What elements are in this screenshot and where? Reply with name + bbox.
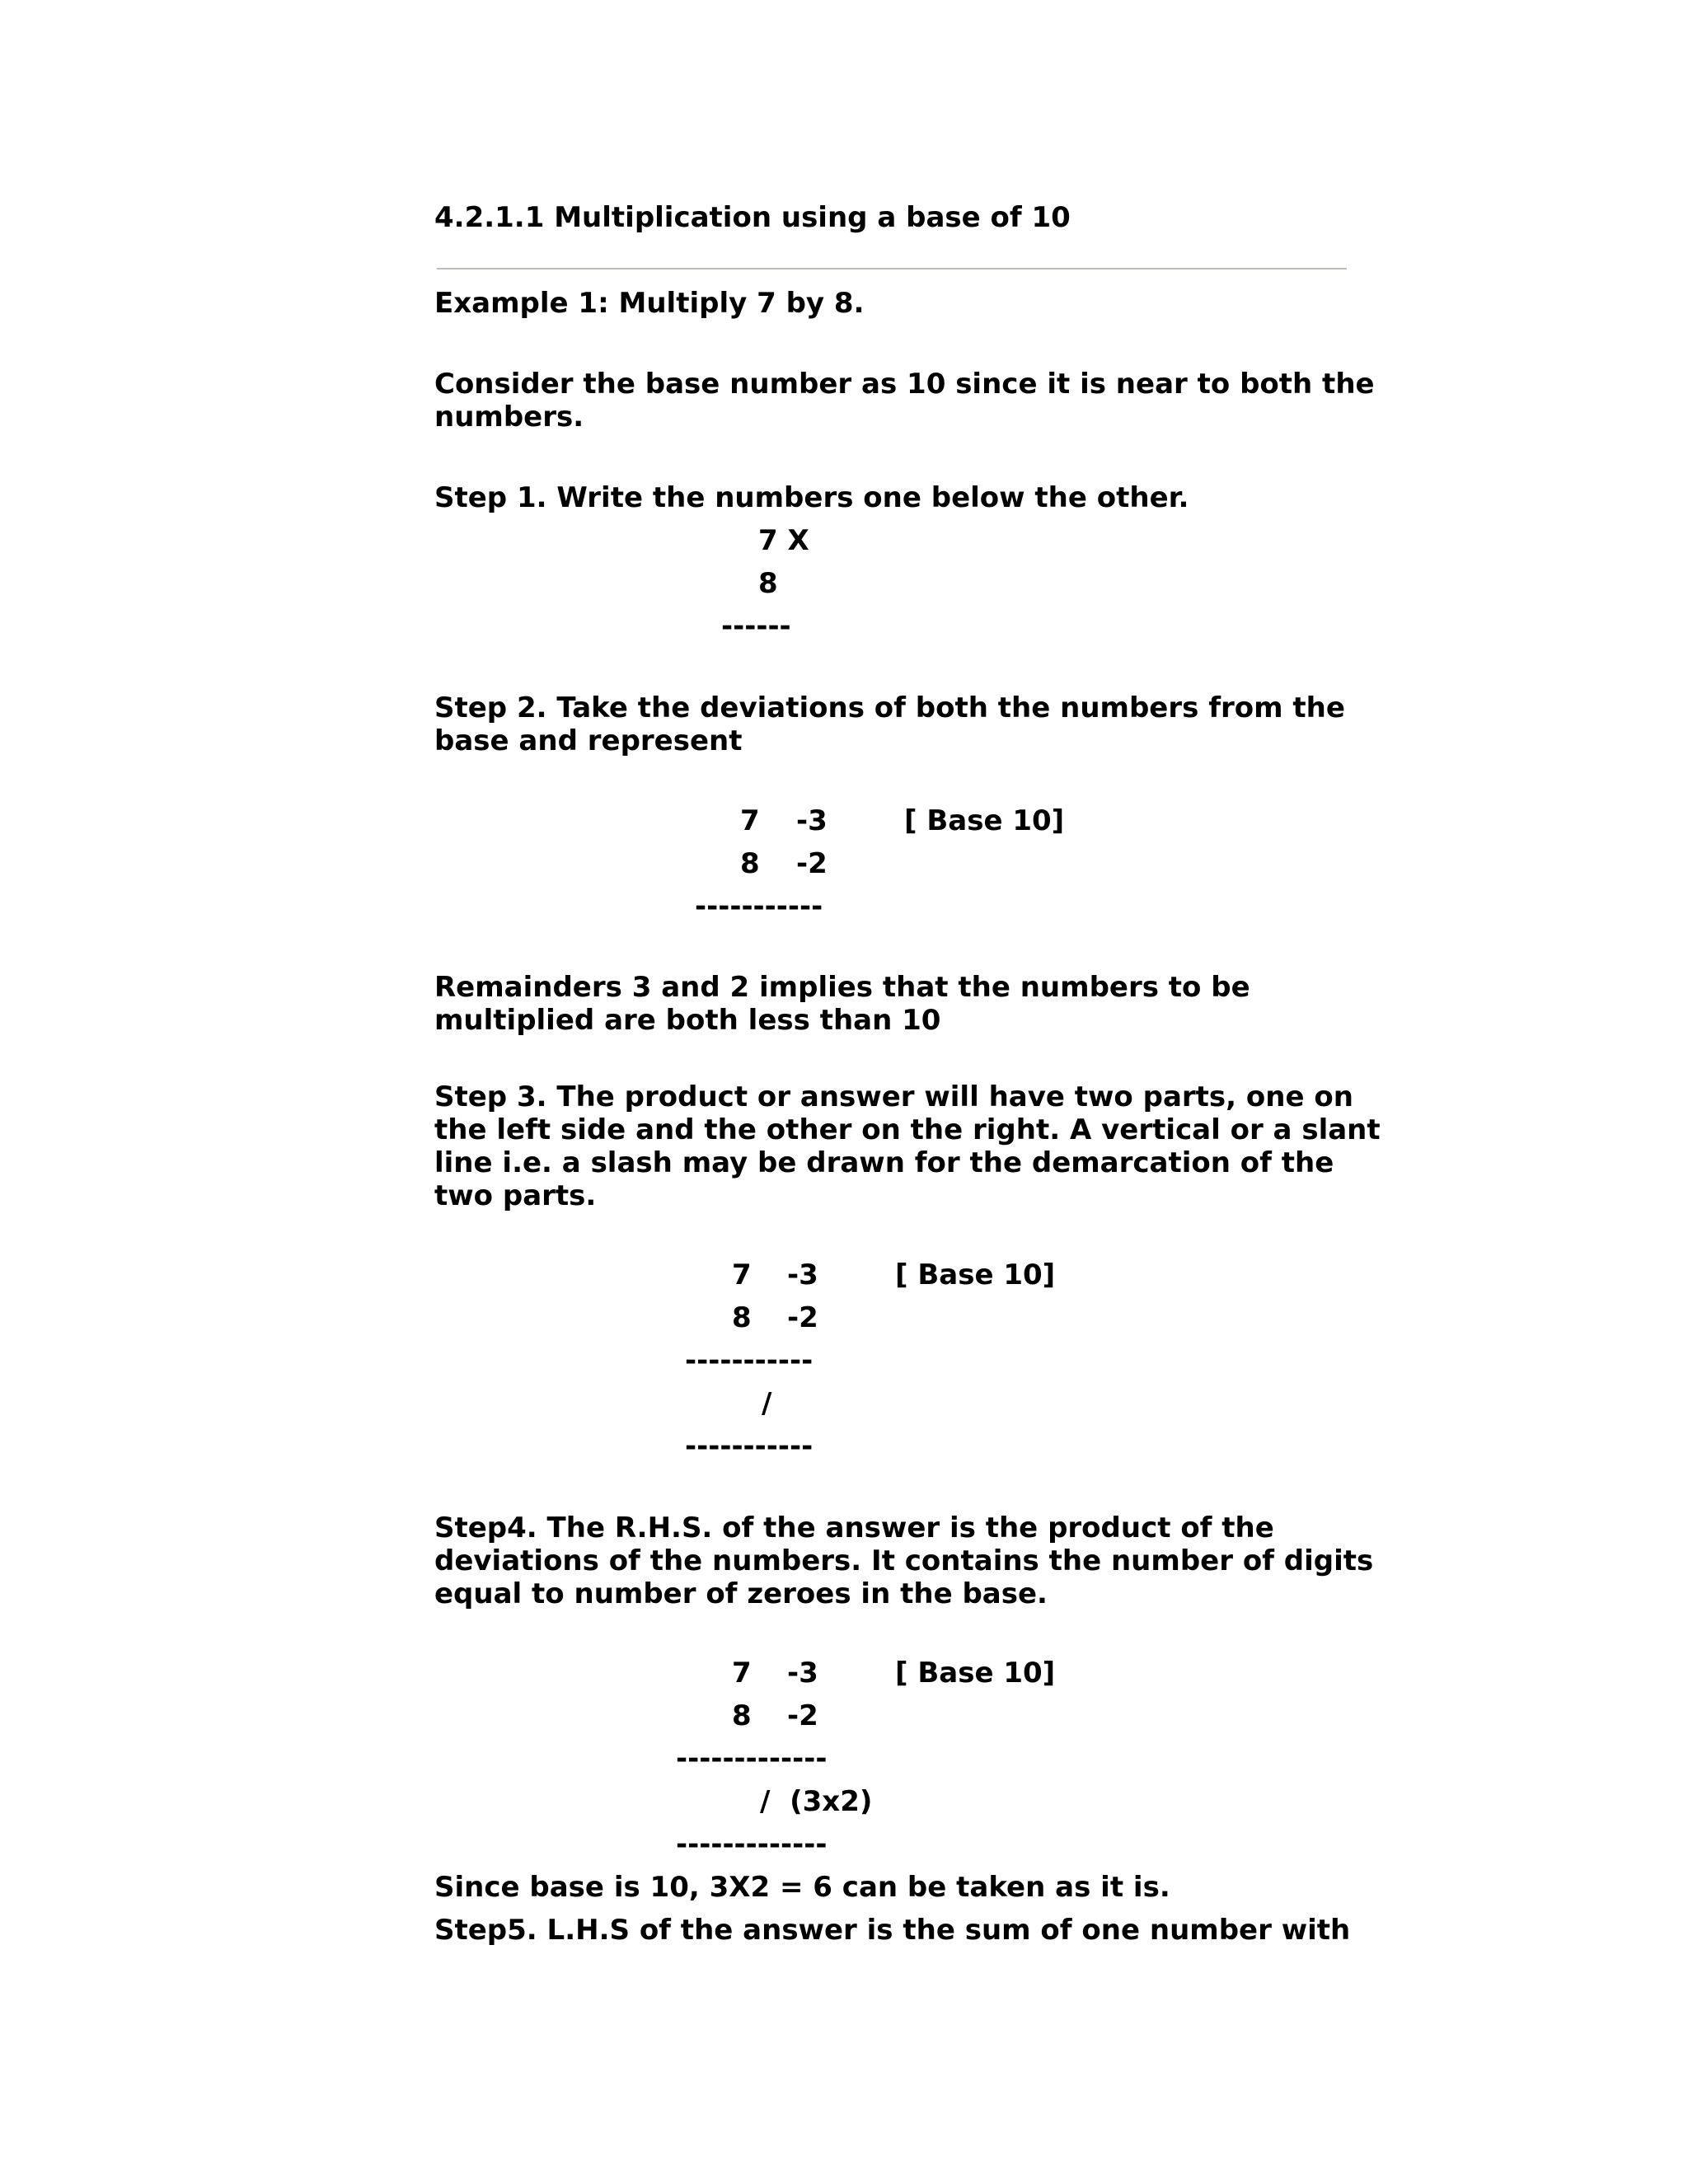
consider-line-1: Consider the base number as 10 since it is near to both the: [434, 368, 1375, 401]
step3-number-2: 8: [732, 1301, 752, 1334]
step1-text: Step 1. Write the numbers one below the other.: [434, 481, 1189, 514]
step3-line-4: two parts.: [434, 1179, 597, 1212]
consider-paragraph: [434, 368, 1375, 434]
step2-number-2: 8: [740, 847, 760, 880]
step3-paragraph: [434, 1080, 1381, 1212]
step3-line-3: line i.e. a slash may be drawn for the demarcation of the: [434, 1146, 1334, 1179]
example-title: Example 1: Multiply 7 by 8.: [434, 287, 865, 320]
step2-deviation-1: -3: [796, 804, 828, 837]
remainders-line-2: multiplied are both less than 10: [434, 1004, 941, 1037]
step4-number-1: 7: [732, 1657, 752, 1690]
step2-number-1: 7: [740, 804, 760, 837]
since-base-text: Since base is 10, 3X2 = 6 can be taken as it is.: [434, 1871, 1170, 1904]
step4-line-1: Step4. The R.H.S. of the answer is the product of the: [434, 1511, 1274, 1544]
step4-dash-1: -------------: [676, 1742, 828, 1775]
step4-deviation-2: -2: [787, 1699, 818, 1732]
step3-line-1: Step 3. The product or answer will have two parts, one on: [434, 1080, 1353, 1113]
step3-number-1: 7: [732, 1258, 752, 1291]
step1-row-1: 7 X: [758, 524, 809, 557]
horizontal-divider: [437, 268, 1347, 269]
step3-base-label: [ Base 10]: [895, 1258, 1056, 1291]
step3-slash: /: [762, 1387, 772, 1420]
consider-line-2: numbers.: [434, 401, 584, 434]
step4-dash-2: -------------: [676, 1828, 828, 1861]
step3-deviation-1: -3: [787, 1258, 818, 1291]
remainders-paragraph: [434, 971, 1357, 1037]
step1-row-2: 8: [758, 567, 778, 600]
remainders-line-1: Remainders 3 and 2 implies that the numbers to be: [434, 971, 1250, 1004]
step4-line-3: equal to number of zeroes in the base.: [434, 1577, 1048, 1610]
step4-base-label: [ Base 10]: [895, 1657, 1056, 1690]
step3-dash-2: -----------: [685, 1430, 814, 1463]
step2-paragraph: [434, 691, 1357, 757]
step4-number-2: 8: [732, 1699, 752, 1732]
section-heading: 4.2.1.1 Multiplication using a base of 10: [434, 201, 1071, 234]
step2-base-label: [ Base 10]: [904, 804, 1065, 837]
step2-deviation-2: -2: [796, 847, 828, 880]
step4-slash-product: / (3x2): [760, 1785, 873, 1818]
step2-line-1: Step 2. Take the deviations of both the numbers from the: [434, 691, 1345, 724]
step2-dash: -----------: [695, 890, 823, 923]
step4-deviation-1: -3: [787, 1657, 818, 1690]
step3-deviation-2: -2: [787, 1301, 818, 1334]
step1-dash: ------: [721, 610, 791, 643]
step3-dash-1: -----------: [685, 1344, 814, 1377]
step4-line-2: deviations of the numbers. It contains the number of digits: [434, 1544, 1374, 1577]
step5-text: Step5. L.H.S of the answer is the sum of one number with: [434, 1914, 1351, 1947]
step4-paragraph: [434, 1511, 1374, 1610]
step3-line-2: the left side and the other on the right. A vertical or a slant: [434, 1113, 1381, 1146]
step2-line-2: base and represent: [434, 724, 743, 757]
